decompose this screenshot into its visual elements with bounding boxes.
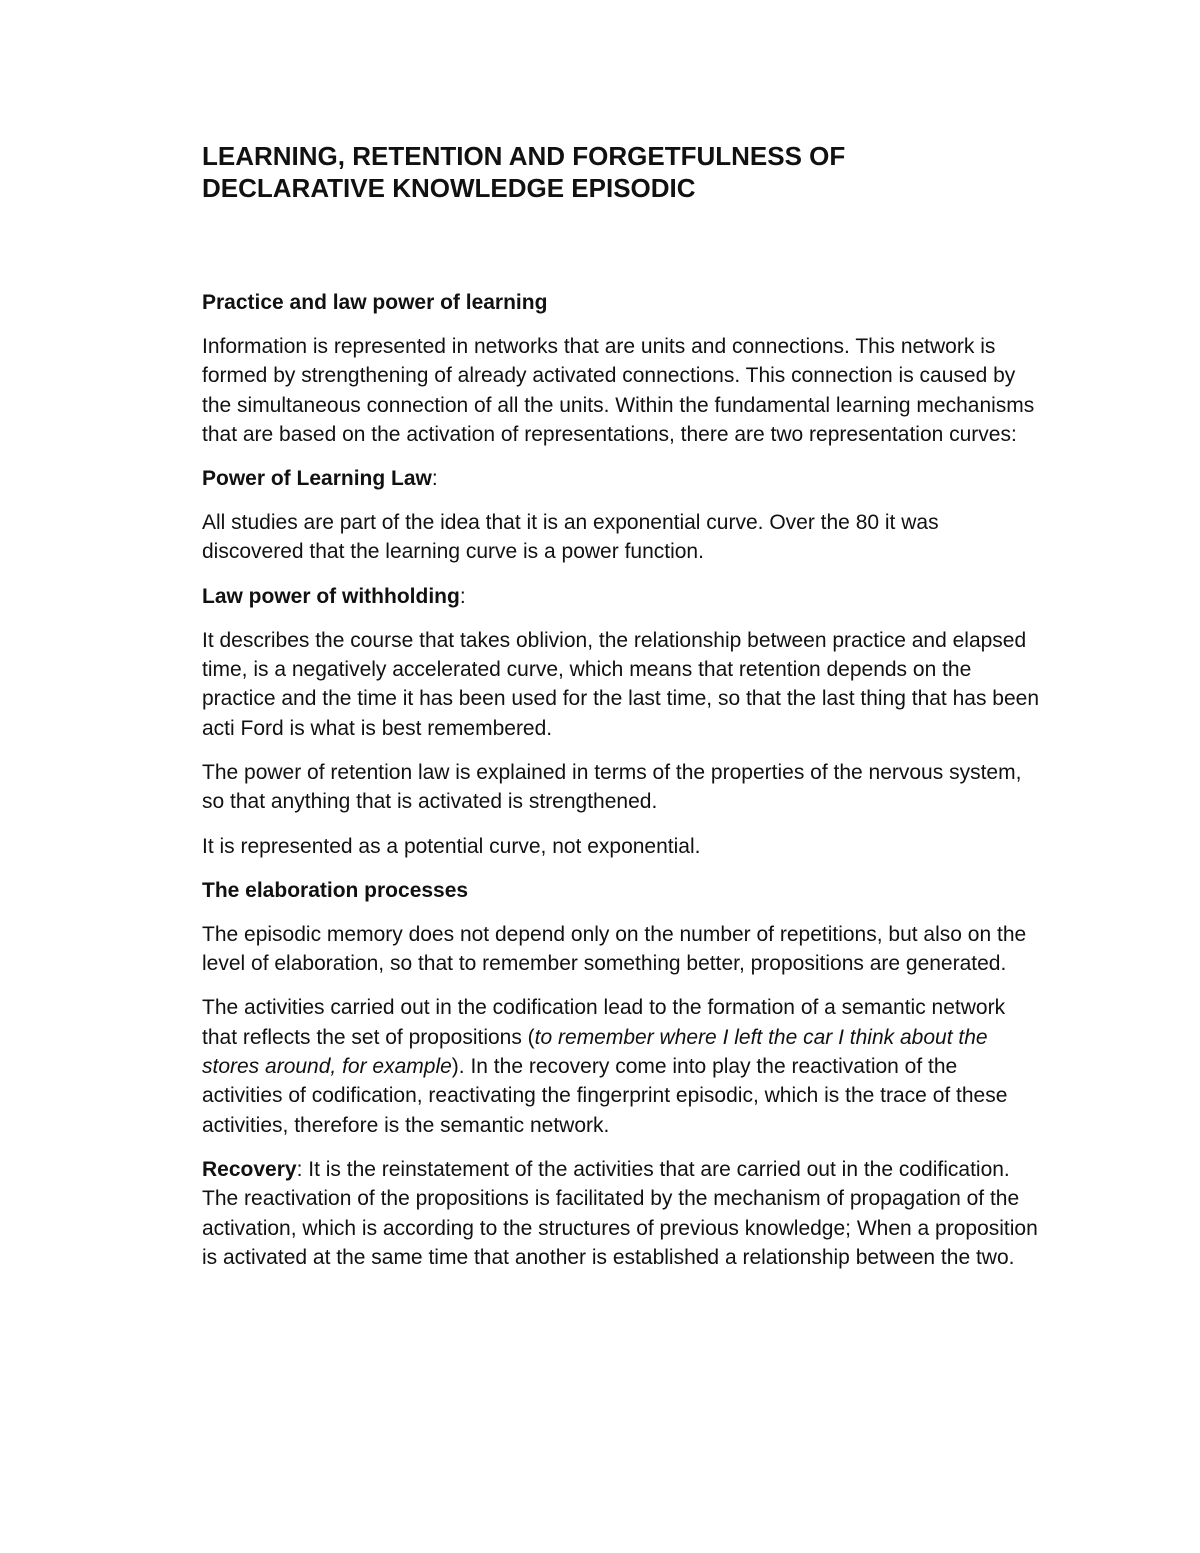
- paragraph-recovery: [202, 1155, 1042, 1272]
- paragraph-potential-curve: It is represented as a potential curve, not exponential.: [202, 834, 701, 858]
- heading-suffix: :: [459, 584, 466, 608]
- paragraph-oblivion: It describes the course that takes oblivion, the relationship between practice and elapsed time, is a negatively accelerated curve, which means that retention depends on the practice and the time it has been used for the last time, so that the last thing that has been acti Ford is what is best remembered.: [202, 628, 1040, 740]
- paragraph-exponential-curve: All studies are part of the idea that it is an exponential curve. Over the 80 it was discovered that the learning curve is a power function.: [202, 511, 939, 564]
- document-page: [202, 140, 1042, 1287]
- heading-elaboration-processes: The elaboration processes: [202, 878, 469, 902]
- paragraph-example-italic: to remember where I left the car I think about the stores around, for example: [202, 1025, 988, 1079]
- paragraph-retention-law: The power of retention law is explained in terms of the properties of the nervous system, so that anything that is activated is strengthened.: [202, 760, 1022, 814]
- title-line-2: DECLARATIVE KNOWLEDGE EPISODIC: [202, 173, 696, 203]
- heading-law-power-withholding: [202, 582, 1042, 611]
- heading-power-of-learning-law: [202, 464, 1042, 493]
- paragraph-text-end: ). In the recovery come into play the reactivation of the activities of codification, reactivating the fingerprint episodic, which is the trace of these activities, therefore is the semantic network.: [202, 1055, 1008, 1137]
- paragraph-networks: Information is represented in networks that are units and connections. This network is formed by strengthening of already activated connections. This connection is caused by the simultaneous connection of all the units. Within the fundamental learning mechanisms that are based on the activation of representations, there are two representation curves:: [202, 335, 1035, 446]
- paragraph-episodic-memory: The episodic memory does not depend only on the number of repetitions, but also on the level of elaboration, so that to remember something better, propositions are generated.: [202, 922, 1027, 976]
- heading-label: Law power of withholding: [202, 584, 460, 608]
- title-line-1: LEARNING, RETENTION AND FORGETFULNESS OF: [202, 141, 846, 171]
- heading-practice-law: Practice and law power of learning: [202, 291, 548, 314]
- heading-label: Power of Learning Law: [202, 467, 432, 491]
- paragraph-codification: [202, 993, 1042, 1139]
- recovery-label: Recovery: [202, 1157, 297, 1181]
- recovery-text: : It is the reinstatement of the activities that are carried out in the codification. The reactivation of the propositions is facilitated by the mechanism of propagation of the activation, which is according to the structures of previous knowledge; When a proposition is activated at the same time that another is established a relationship between the two.: [202, 1157, 1038, 1269]
- paragraph-text-start: The activities carried out in the codification lead to the formation of a semantic network that reflects the set of propositions (: [202, 996, 1006, 1049]
- heading-suffix: :: [431, 467, 438, 491]
- document-title: [202, 140, 1042, 204]
